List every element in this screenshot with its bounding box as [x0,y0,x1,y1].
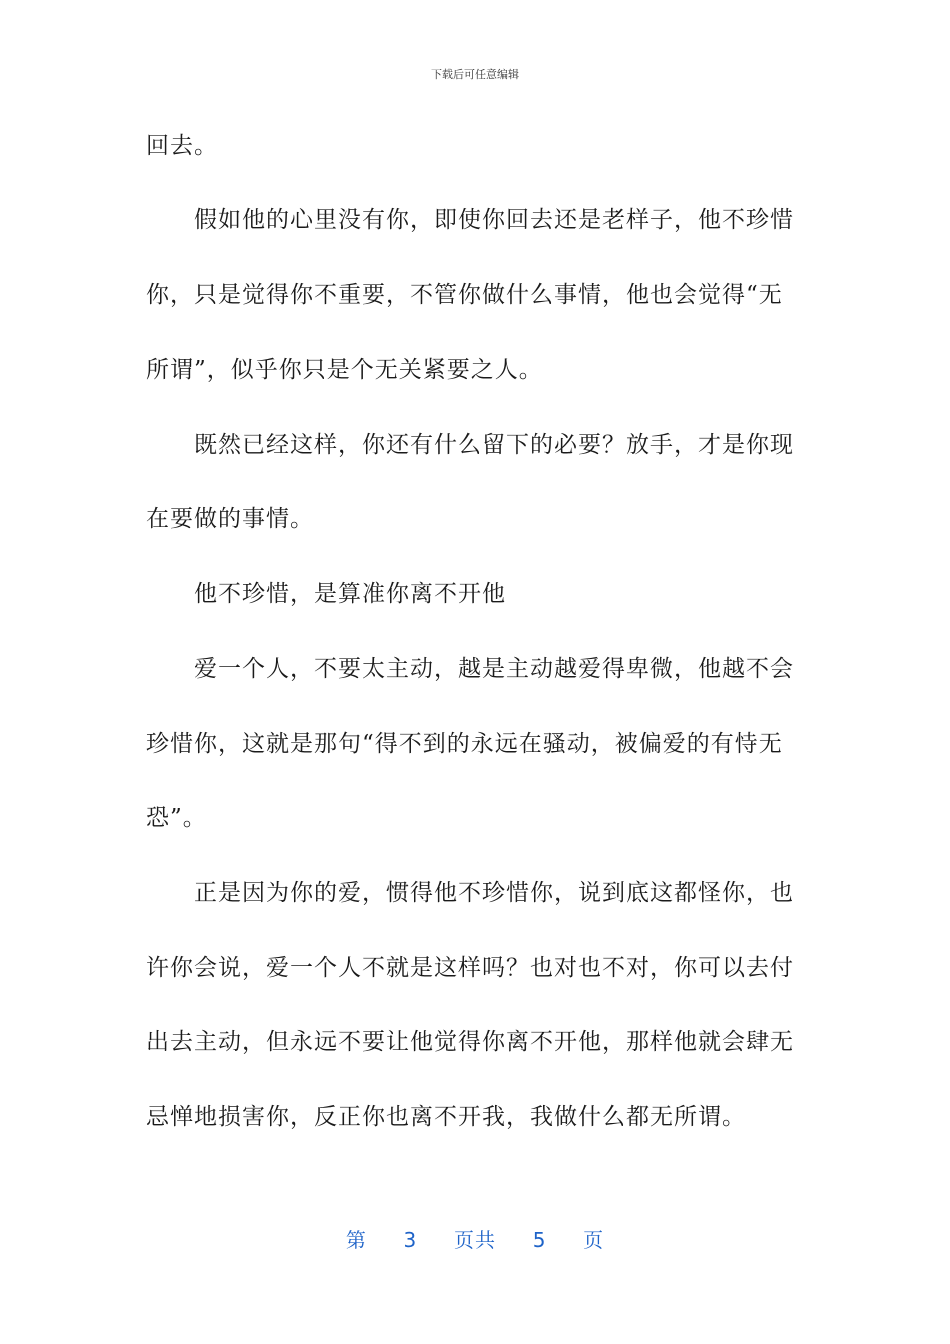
text-line: 回去。 [146,133,218,159]
page-header: 下载后可任意编辑 [431,68,519,81]
page-footer [0,1224,950,1253]
text-line: 所谓”，似乎你只是个无关紧要之人。 [146,357,543,383]
footer-current-page: 3 [403,1228,418,1252]
text-line: 你，只是觉得你不重要，不管你做什么事情，他也会觉得“无 [146,282,783,308]
text-line: 爱一个人，不要太主动，越是主动越爱得卑微，他越不会 [194,656,794,682]
text-line: 正是因为你的爱，惯得他不珍惜你，说到底这都怪你，也 [194,880,794,906]
text-line: 恐”。 [146,805,207,831]
text-line: 忌惮地损害你，反正你也离不开我，我做什么都无所谓。 [146,1104,746,1130]
section-heading: 他不珍惜，是算准你离不开他 [194,581,506,607]
text-line: 许你会说，爱一个人不就是这样吗？也对也不对，你可以去付 [146,955,794,981]
text-line: 在要做的事情。 [146,506,314,532]
footer-prefix: 第 [345,1228,367,1252]
footer-suffix: 页 [583,1228,605,1252]
text-line: 珍惜你，这就是那句“得不到的永远在骚动，被偏爱的有恃无 [146,731,783,757]
footer-middle: 页共 [454,1228,496,1252]
text-line: 假如他的心里没有你，即使你回去还是老样子，他不珍惜 [194,207,794,233]
footer-total-pages: 5 [532,1228,547,1252]
text-line: 既然已经这样，你还有什么留下的必要？放手，才是你现 [194,432,794,458]
text-line: 出去主动，但永远不要让他觉得你离不开他，那样他就会肆无 [146,1029,794,1055]
